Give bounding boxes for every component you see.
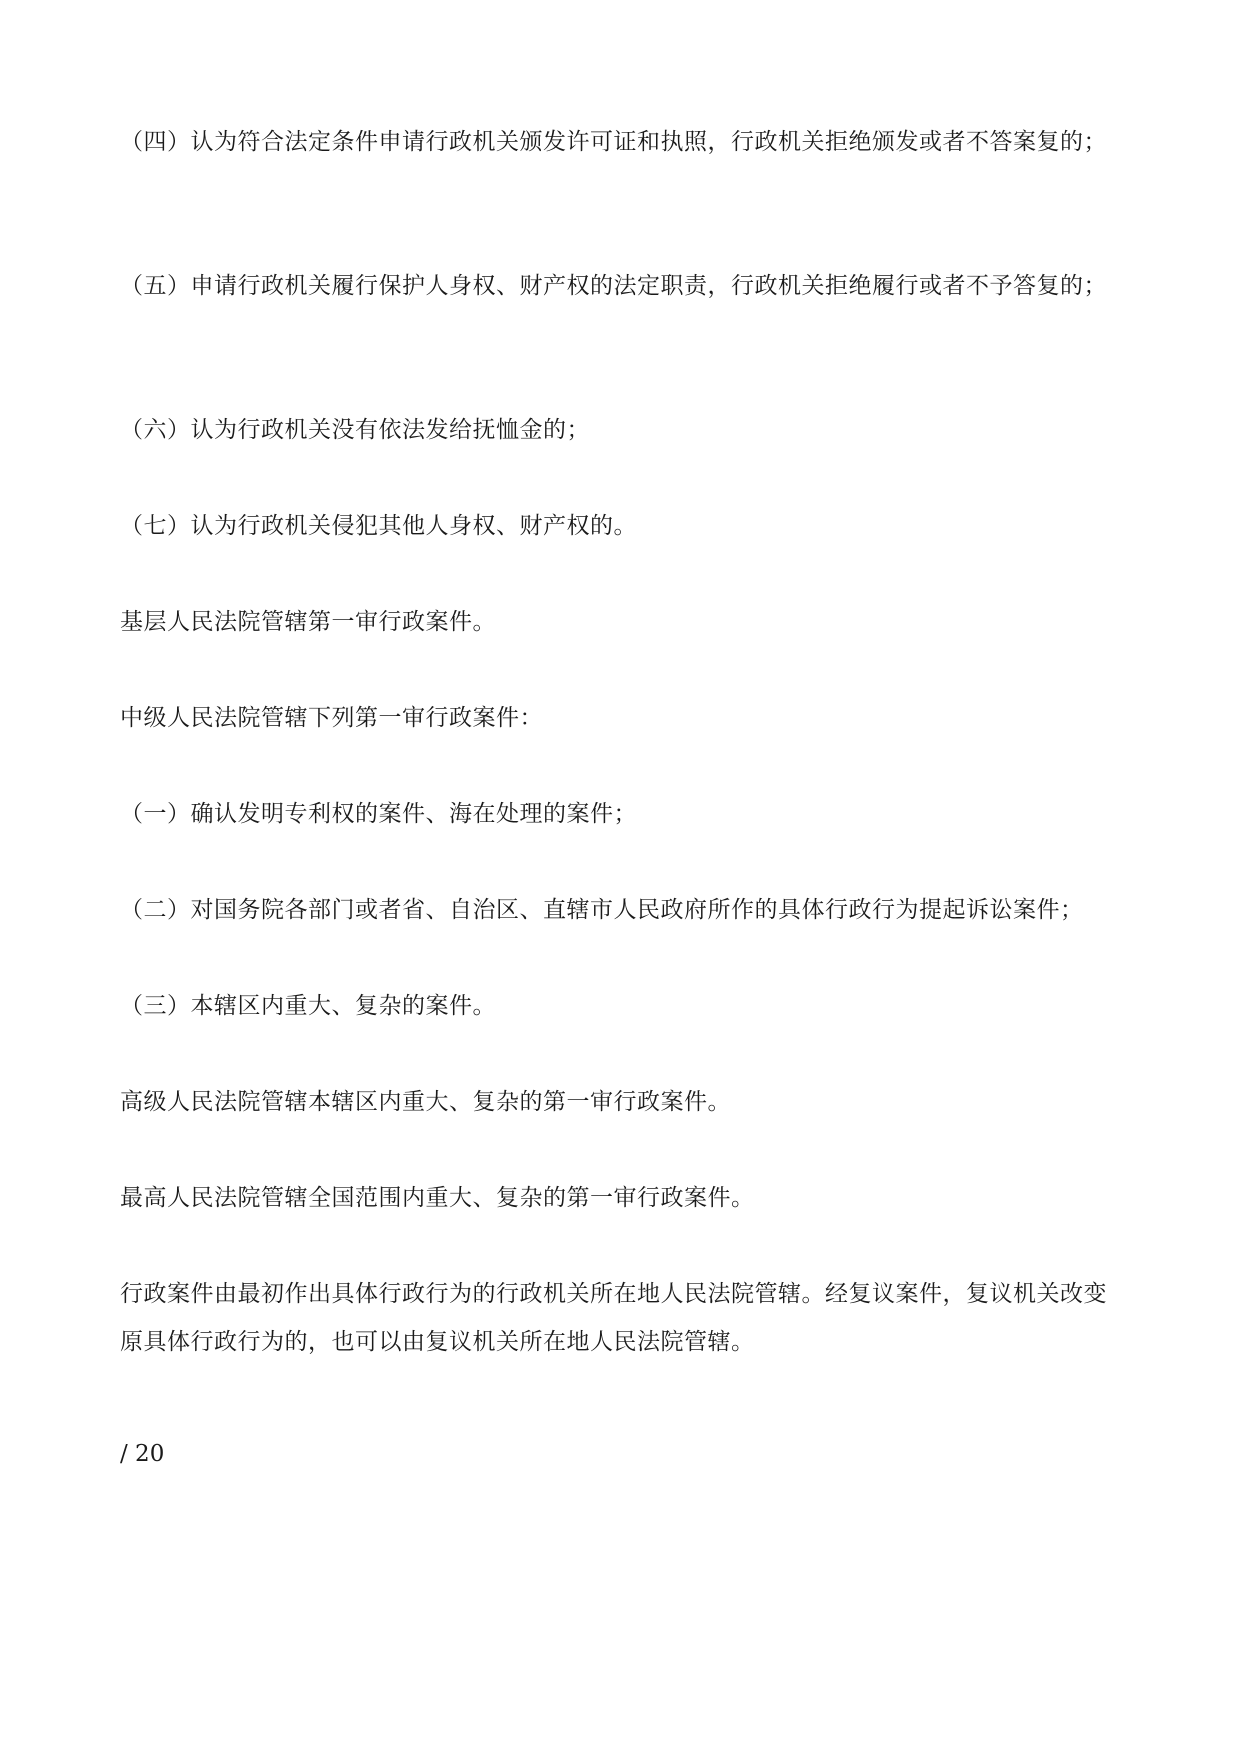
paragraph-item-6: （六）认为行政机关没有依法发给抚恤金的； bbox=[120, 417, 590, 443]
paragraph-item-4: （四）认为符合法定条件申请行政机关颁发许可证和执照，行政机关拒绝颁发或者不答案复的； bbox=[120, 129, 1107, 155]
paragraph-item-5: （五）申请行政机关履行保护人身权、财产权的法定职责，行政机关拒绝履行或者不予答复的； bbox=[120, 273, 1107, 299]
paragraph-item-7: （七）认为行政机关侵犯其他人身权、财产权的。 bbox=[120, 513, 637, 539]
page-number: / 20 bbox=[120, 1441, 165, 1467]
paragraph-item-3: （三）本辖区内重大、复杂的案件。 bbox=[120, 993, 496, 1019]
paragraph-supreme-court: 最高人民法院管辖全国范围内重大、复杂的第一审行政案件。 bbox=[120, 1185, 755, 1211]
paragraph-jurisdiction: 行政案件由最初作出具体行政行为的行政机关所在地人民法院管辖。经复议案件，复议机关改变原具体行政行为的，也可以由复议机关所在地人民法院管辖。 bbox=[120, 1281, 1107, 1355]
paragraph-intermediate-court: 中级人民法院管辖下列第一审行政案件： bbox=[120, 705, 543, 731]
paragraph-item-2: （二）对国务院各部门或者省、自治区、直辖市人民政府所作的具体行政行为提起诉讼案件； bbox=[120, 897, 1084, 923]
paragraph-basic-court: 基层人民法院管辖第一审行政案件。 bbox=[120, 609, 496, 635]
paragraph-item-1: （一）确认发明专利权的案件、海在处理的案件； bbox=[120, 801, 637, 827]
paragraph-high-court: 高级人民法院管辖本辖区内重大、复杂的第一审行政案件。 bbox=[120, 1089, 731, 1115]
